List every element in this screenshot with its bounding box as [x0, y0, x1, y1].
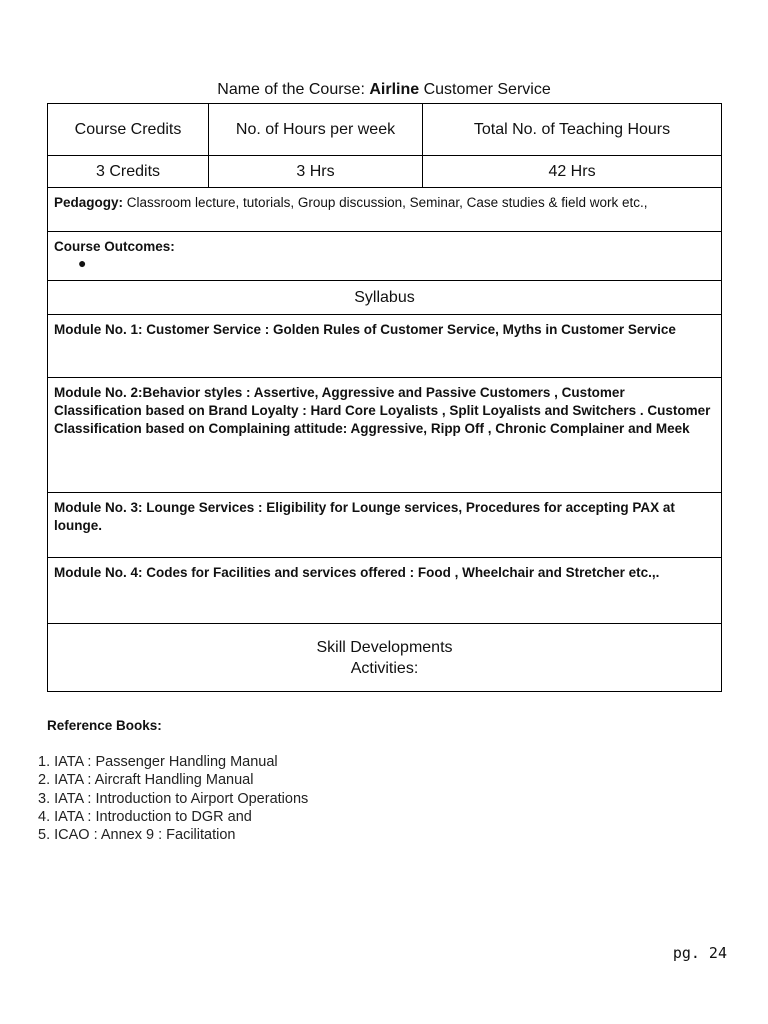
header-total-hours: Total No. of Teaching Hours	[423, 104, 722, 156]
skill-line-1: Skill Developments	[316, 638, 453, 656]
reference-item: 5. ICAO : Annex 9 : Facilitation	[38, 827, 236, 844]
reference-list	[38, 753, 308, 844]
reference-heading: Reference Books:	[47, 718, 162, 733]
syllabus-row	[48, 281, 722, 315]
value-credits: 3 Credits	[48, 156, 209, 188]
value-total-hours: 42 Hrs	[423, 156, 722, 188]
module-3: Module No. 3: Lounge Services : Eligibility for Lounge services, Procedures for accepting PAX at lounge.	[48, 493, 722, 558]
skill-line-2: Activities:	[350, 659, 419, 677]
course-title-label: Name of the Course:	[217, 81, 370, 98]
module-1: Module No. 1: Customer Service : Golden Rules of Customer Service, Myths in Customer Service	[48, 315, 722, 378]
module-row-1	[48, 315, 722, 378]
pedagogy-row	[48, 188, 722, 232]
reference-item: 2. IATA : Aircraft Handling Manual	[38, 772, 254, 789]
module-row-3	[48, 493, 722, 558]
course-table	[47, 103, 722, 692]
outcomes-row	[48, 232, 722, 281]
header-credits: Course Credits	[48, 104, 209, 156]
outcomes-label: Course Outcomes:	[54, 239, 175, 254]
module-2: Module No. 2:Behavior styles : Assertive, Aggressive and Passive Customers , Customer Classification based on Brand Loyalty : Hard Core Loyalists , Split Loyalists and Switchers . Customer Classification based on Complaining attitude: Aggressive, Ripp Off , Chronic Complainer and Meek	[48, 378, 722, 493]
skill-cell	[48, 624, 722, 692]
header-hours-per-week: No. of Hours per week	[209, 104, 423, 156]
skill-row	[48, 624, 722, 692]
reference-item: 4. IATA : Introduction to DGR and	[38, 808, 252, 825]
outcomes-cell	[48, 232, 722, 281]
pedagogy-text: Classroom lecture, tutorials, Group discussion, Seminar, Case studies & field work etc.,	[123, 195, 648, 210]
module-4: Module No. 4: Codes for Facilities and services offered : Food , Wheelchair and Stretcher etc.,.	[48, 558, 722, 624]
course-title	[0, 79, 768, 101]
pedagogy-label: Pedagogy:	[54, 195, 124, 210]
value-hours-per-week: 3 Hrs	[209, 156, 423, 188]
course-title-rest: Customer Service	[419, 81, 551, 98]
page-number: pg. 24	[672, 944, 727, 962]
module-row-2	[48, 378, 722, 493]
header-row	[48, 104, 722, 156]
syllabus-heading: Syllabus	[48, 281, 722, 315]
reference-item: 3. IATA : Introduction to Airport Operations	[38, 790, 309, 807]
module-row-4	[48, 558, 722, 624]
pedagogy-cell	[48, 188, 722, 232]
outcomes-bullet: ●	[78, 255, 87, 271]
reference-item: 1. IATA : Passenger Handling Manual	[38, 754, 278, 770]
values-row	[48, 156, 722, 188]
course-title-bold: Airline	[369, 81, 420, 98]
